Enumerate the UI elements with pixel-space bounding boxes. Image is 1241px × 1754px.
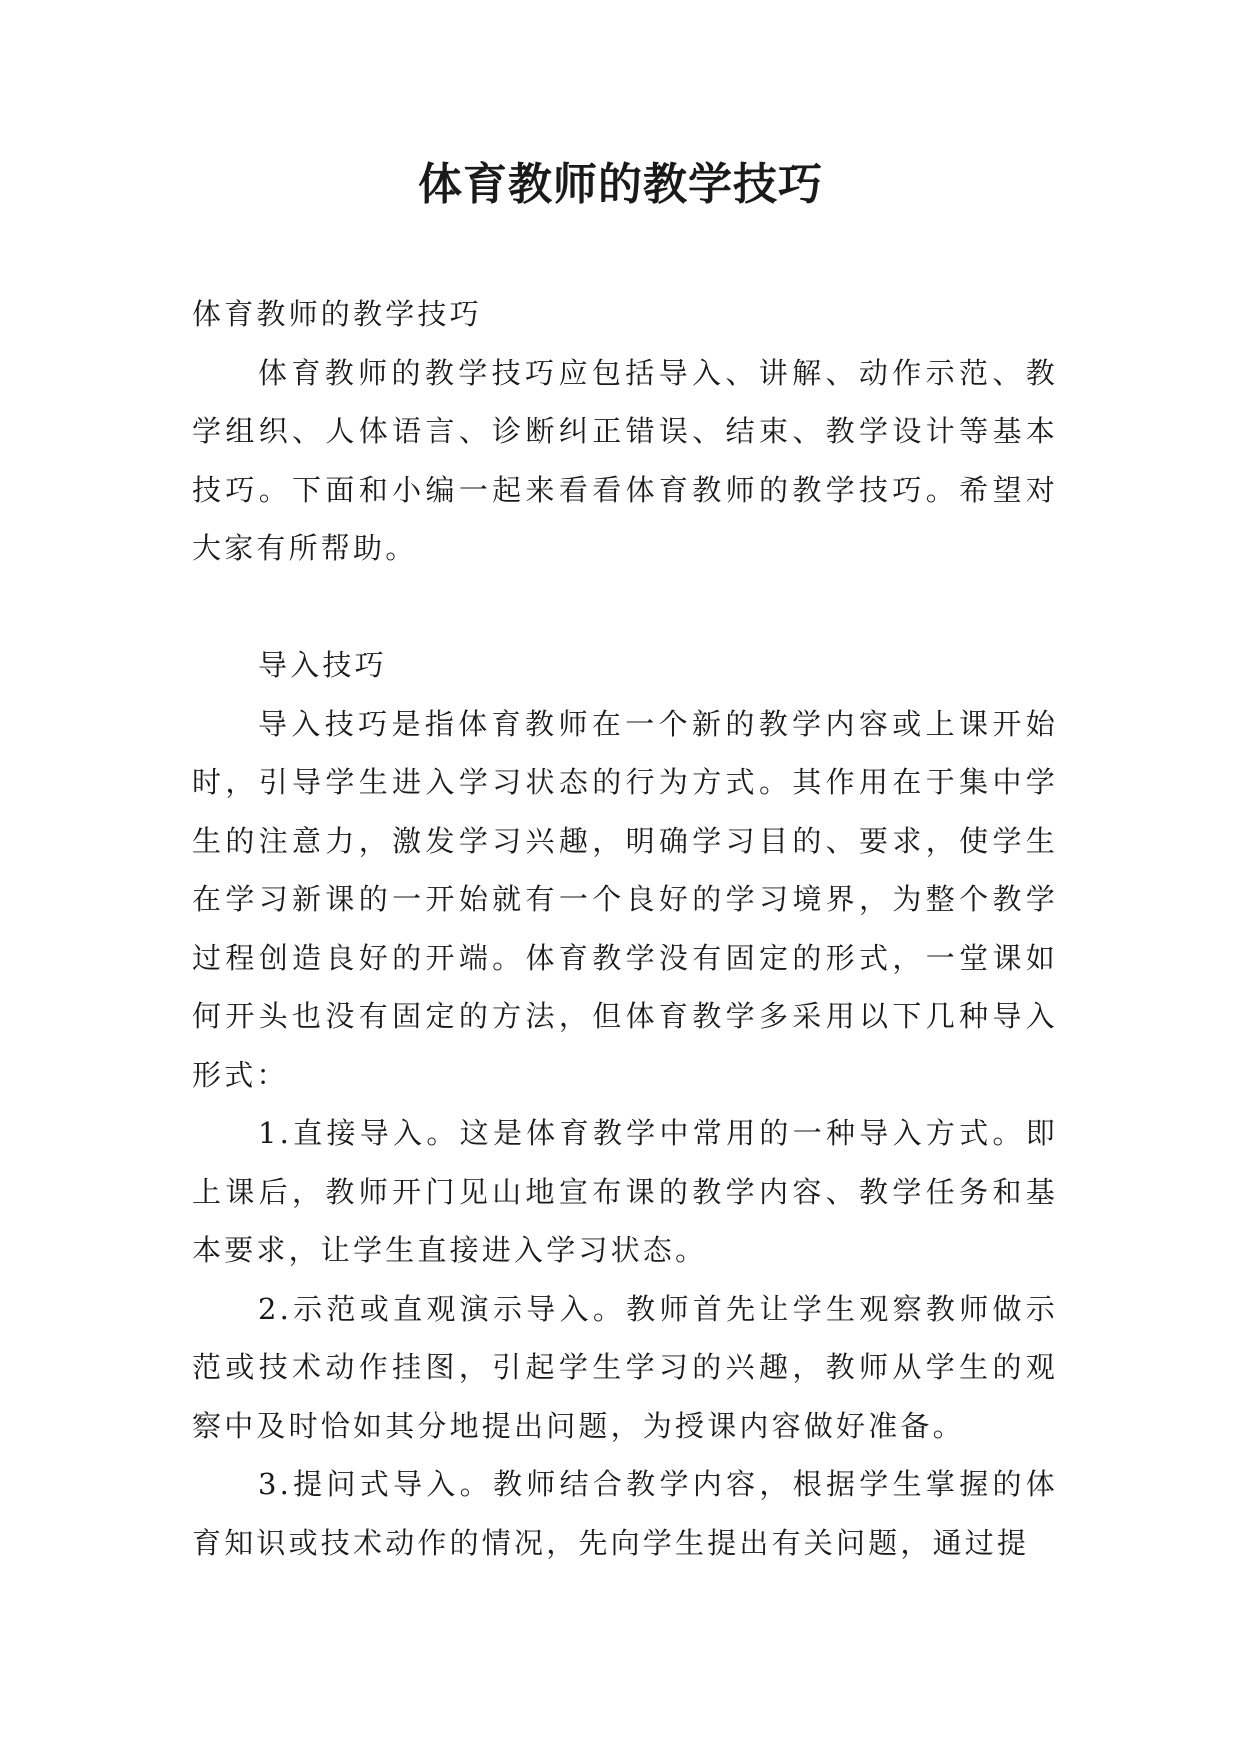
document-body	[192, 285, 1058, 1572]
list-item: 2.示范或直观演示导入。教师首先让学生观察教师做示范或技术动作挂图，引起学生学习的兴趣，教师从学生的观察中及时恰如其分地提出问题，为授课内容做好准备。	[192, 1291, 1058, 1443]
paragraph-spacer	[192, 578, 1058, 637]
section-intro-paragraph: 导入技巧是指体育教师在一个新的教学内容或上课开始时，引导学生进入学习状态的行为方式。其作用在于集中学生的注意力，激发学习兴趣，明确学习目的、要求，使学生在学习新课的一开始就有一个良好的学习境界，为整个教学过程创造良好的开端。体育教学没有固定的形式，一堂课如何开头也没有固定的方法，但体育教学多采用以下几种导入形式：	[192, 706, 1058, 1092]
document-title: 体育教师的教学技巧	[418, 159, 823, 210]
subtitle-line: 体育教师的教学技巧	[192, 297, 482, 331]
section-heading: 导入技巧	[258, 648, 387, 682]
list-item: 3.提问式导入。教师结合教学内容，根据学生掌握的体育知识或技术动作的情况，先向学生提出有关问题，通过提	[192, 1467, 1058, 1560]
list-item: 1.直接导入。这是体育教学中常用的一种导入方式。即上课后，教师开门见山地宣布课的教学内容、教学任务和基本要求，让学生直接进入学习状态。	[192, 1116, 1058, 1267]
intro-paragraph: 体育教师的教学技巧应包括导入、讲解、动作示范、教学组织、人体语言、诊断纠正错误、结束、教学设计等基本技巧。下面和小编一起来看看体育教师的教学技巧。希望对大家有所帮助。	[192, 355, 1058, 565]
